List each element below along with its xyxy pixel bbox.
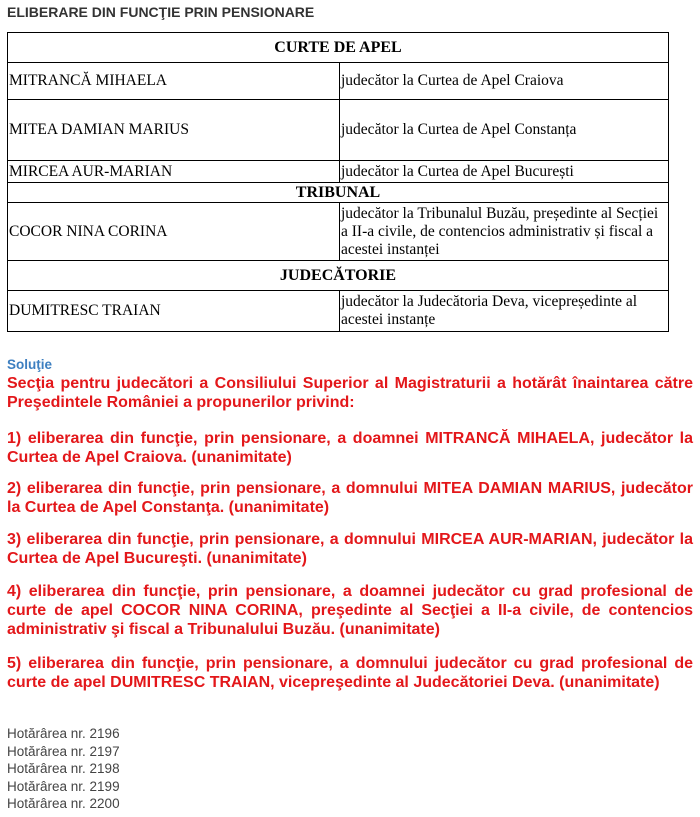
judge-name: DUMITRESC TRAIAN bbox=[8, 291, 340, 332]
judge-name: MITRANCĂ MIHAELA bbox=[8, 63, 340, 100]
decisions-table bbox=[7, 32, 669, 332]
solution-point-5: 5) eliberarea din funcţie, prin pensionare, a domnului judecător cu grad profesional de curte de apel DUMITRESC TRAIAN, vicepreşedinte al Judecătoriei Deva. (unanimitate) bbox=[7, 655, 693, 691]
table-row bbox=[8, 100, 669, 161]
solution-point-3: 3) eliberarea din funcţie, prin pensionare, a domnului MIRCEA AUR-MARIAN, judecător la Curtea de Apel Bucureşti. (unanimitate) bbox=[7, 531, 693, 567]
solution-point-2: 2) eliberarea din funcţie, prin pensionare, a domnului MITEA DAMIAN MARIUS, judecător la Curtea de Apel Constanţa. (unanimitate) bbox=[7, 480, 693, 516]
judge-name: MITEA DAMIAN MARIUS bbox=[8, 100, 340, 161]
table-row bbox=[8, 63, 669, 100]
section-title-tribunal: TRIBUNAL bbox=[8, 183, 669, 203]
judge-role: judecător la Tribunalul Buzău, președinte al Secției a II-a civile, de contencios administrativ și fiscal a acestei instanței bbox=[340, 203, 669, 261]
judge-role: judecător la Curtea de Apel Constanța bbox=[340, 100, 669, 161]
section-row bbox=[8, 33, 669, 63]
page-heading: ELIBERARE DIN FUNCŢIE PRIN PENSIONARE bbox=[7, 4, 315, 20]
solution-label: Soluţie bbox=[7, 357, 53, 372]
decision-number: Hotărârea nr. 2197 bbox=[7, 743, 120, 759]
decision-numbers-list bbox=[7, 725, 120, 813]
judge-name: MIRCEA AUR-MARIAN bbox=[8, 161, 340, 183]
solution-point-4: 4) eliberarea din funcţie, prin pensionare, a doamnei judecător cu grad profesional de curte de apel COCOR NINA CORINA, preşedinte al Secţiei a II-a civile, de contencios administrativ şi fiscal a Tribunalului Buzău. (unanimitate) bbox=[7, 583, 693, 638]
judge-name: COCOR NINA CORINA bbox=[8, 203, 340, 261]
judge-role: judecător la Judecătoria Deva, vicepreședinte al acestei instanțe bbox=[340, 291, 669, 332]
solution-point-1: 1) eliberarea din funcţie, prin pensionare, a doamnei MITRANCĂ MIHAELA, judecător la Curtea de Apel Craiova. (unanimitate) bbox=[7, 430, 693, 466]
judge-role: judecător la Curtea de Apel Craiova bbox=[340, 63, 669, 100]
decision-number: Hotărârea nr. 2198 bbox=[7, 761, 120, 777]
section-row bbox=[8, 183, 669, 203]
decision-number: Hotărârea nr. 2199 bbox=[7, 778, 120, 794]
table-row bbox=[8, 161, 669, 183]
decision-number: Hotărârea nr. 2200 bbox=[7, 796, 120, 812]
table-row bbox=[8, 203, 669, 261]
section-row bbox=[8, 261, 669, 291]
solution-intro: Secţia pentru judecători a Consiliului Superior al Magistraturii a hotărât înaintarea către Preşedintele României a propunerilor privind: bbox=[7, 375, 693, 411]
section-title-curte-de-apel: CURTE DE APEL bbox=[8, 33, 669, 63]
table-row bbox=[8, 291, 669, 332]
decision-number: Hotărârea nr. 2196 bbox=[7, 726, 120, 741]
judge-role: judecător la Curtea de Apel București bbox=[340, 161, 669, 183]
section-title-judecatorie: JUDECĂTORIE bbox=[8, 261, 669, 291]
